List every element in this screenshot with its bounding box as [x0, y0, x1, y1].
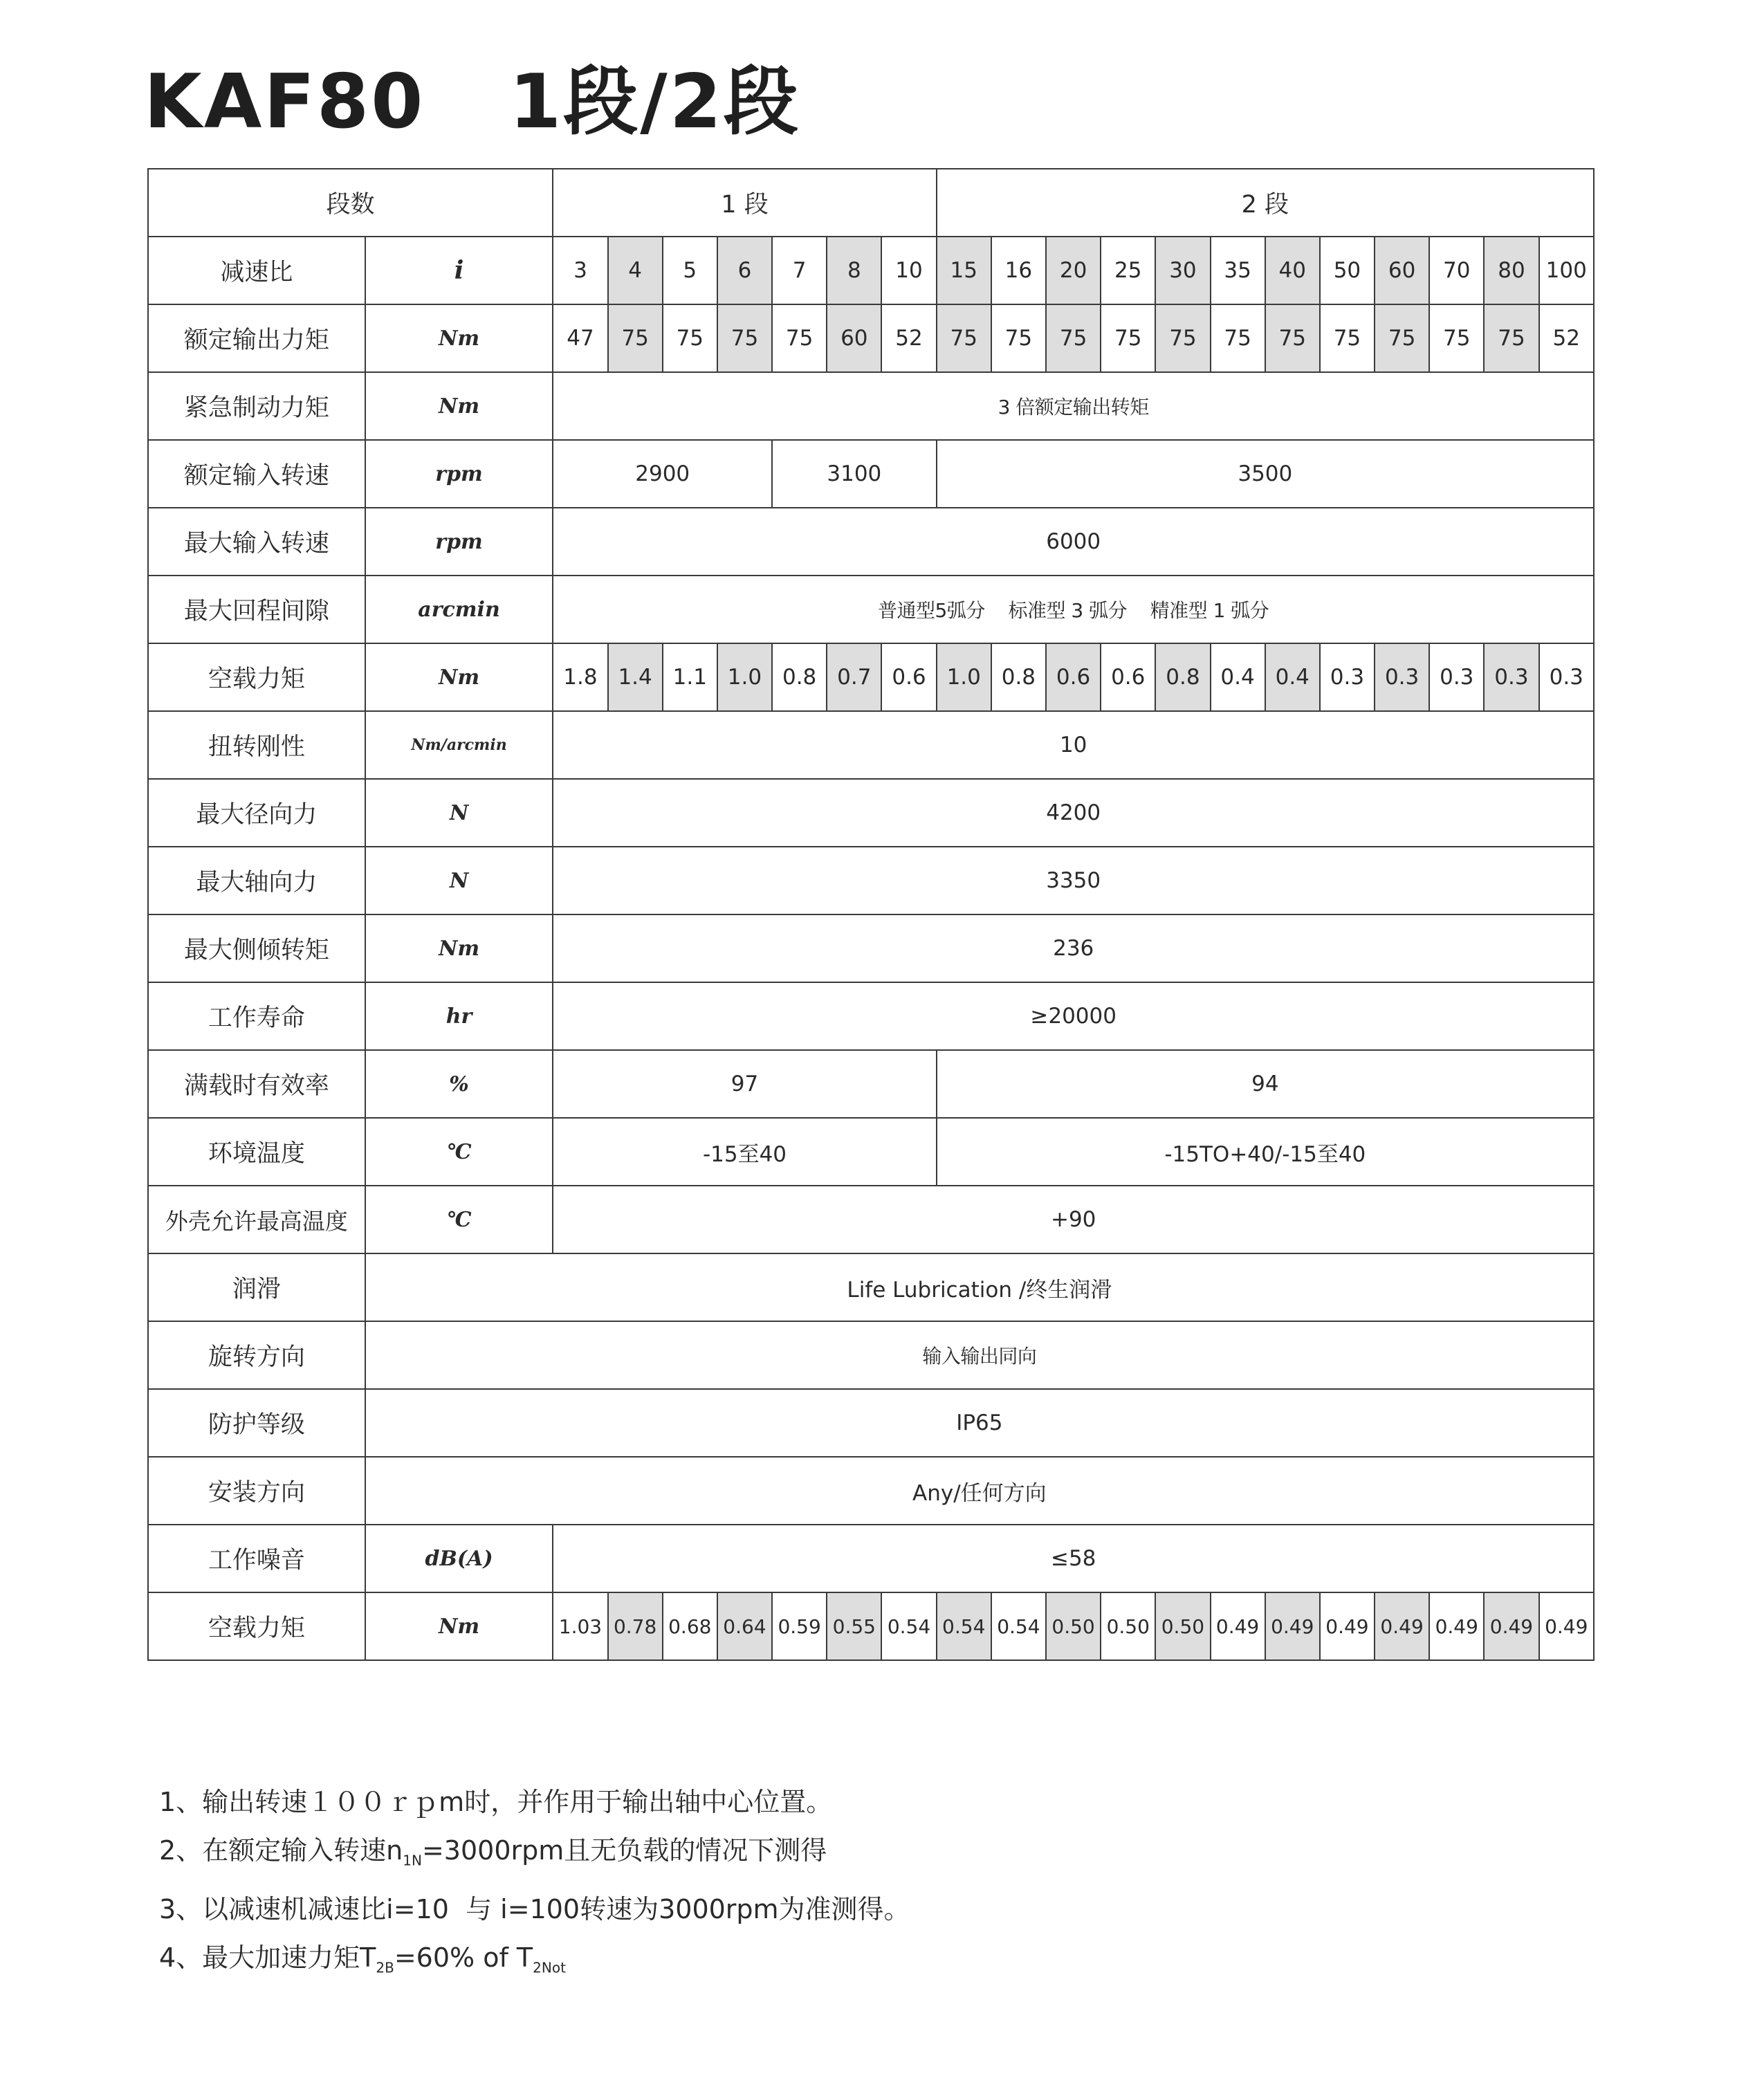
- value-cell: 1.0: [717, 643, 772, 711]
- note-4: [159, 1933, 910, 1992]
- value-cell: 2900: [553, 440, 772, 508]
- row-torsional-rigidity: [148, 711, 1594, 779]
- row-no-load-torque: [148, 643, 1594, 711]
- row-label: 最大侧倾转矩: [148, 914, 365, 982]
- spec-table: [147, 168, 1595, 1661]
- value-cell: +90: [553, 1186, 1594, 1253]
- value-cell: 75: [1375, 304, 1429, 372]
- row-label: 扭转刚性: [148, 711, 365, 779]
- value-cell: 47: [553, 304, 607, 372]
- value-cell: 0.55: [827, 1592, 881, 1660]
- value-cell: 16: [991, 237, 1046, 304]
- row-label: 旋转方向: [148, 1321, 365, 1389]
- value-cell: 0.49: [1320, 1592, 1375, 1660]
- value-cell: 0.3: [1539, 643, 1594, 711]
- value-cell: 0.49: [1429, 1592, 1484, 1660]
- value-cell: 94: [937, 1050, 1594, 1118]
- value-cell: 60: [1375, 237, 1429, 304]
- value-cell: 0.54: [937, 1592, 991, 1660]
- note-4-text-b: =60% of T: [394, 1942, 533, 1973]
- unit-cell: rpm: [365, 508, 553, 576]
- value-cell: 0.3: [1484, 643, 1538, 711]
- value-cell: 0.4: [1265, 643, 1320, 711]
- value-cell: 0.6: [1101, 643, 1155, 711]
- row-noise: [148, 1525, 1594, 1592]
- value-cell: 0.8: [772, 643, 827, 711]
- value-cell: 0.64: [717, 1592, 772, 1660]
- value-cell: 3 倍额定输出转矩: [553, 372, 1594, 440]
- value-cell: 236: [553, 914, 1594, 982]
- row-label: 最大轴向力: [148, 847, 365, 914]
- unit-cell: Nm: [365, 372, 553, 440]
- row-label: 最大径向力: [148, 779, 365, 847]
- value-cell: 0.50: [1155, 1592, 1210, 1660]
- stage1-header: 1 段: [553, 169, 936, 237]
- value-cell: 0.8: [991, 643, 1046, 711]
- unit-cell: rpm: [365, 440, 553, 508]
- value-cell: 30: [1155, 237, 1210, 304]
- value-cell: 3: [553, 237, 607, 304]
- value-cell: Life Lubrication /终生润滑: [365, 1253, 1594, 1321]
- value-cell: 0.49: [1375, 1592, 1429, 1660]
- value-cell: 97: [553, 1050, 936, 1118]
- row-lubrication: [148, 1253, 1594, 1321]
- value-cell: 0.6: [1046, 643, 1101, 711]
- value-cell: 7: [772, 237, 827, 304]
- value-cell: 52: [1539, 304, 1594, 372]
- row-label: 工作噪音: [148, 1525, 365, 1592]
- value-cell: 52: [881, 304, 936, 372]
- row-rotation: [148, 1321, 1594, 1389]
- value-cell: 10: [553, 711, 1594, 779]
- value-cell: 75: [1101, 304, 1155, 372]
- note-4-text: 4、最大加速力矩T: [159, 1942, 376, 1973]
- row-ambient-temp: [148, 1118, 1594, 1186]
- row-max-radial-force: [148, 779, 1594, 847]
- row-no-load-torque-2: [148, 1592, 1594, 1660]
- value-cell: 75: [1155, 304, 1210, 372]
- row-stages: [148, 169, 1594, 237]
- value-cell: 0.54: [881, 1592, 936, 1660]
- value-cell: 40: [1265, 237, 1320, 304]
- value-cell: ≥20000: [553, 982, 1594, 1050]
- row-label: 空载力矩: [148, 643, 365, 711]
- note-1: 1、输出转速１００ｒｐm时，并作用于输出轴中心位置。: [159, 1787, 833, 1817]
- value-cell: 60: [827, 304, 881, 372]
- value-cell: 1.8: [553, 643, 607, 711]
- value-cell: 75: [1484, 304, 1538, 372]
- value-cell: 4200: [553, 779, 1594, 847]
- value-cell: 0.49: [1265, 1592, 1320, 1660]
- row-label: 安装方向: [148, 1457, 365, 1525]
- unit-cell: %: [365, 1050, 553, 1118]
- value-cell: Any/任何方向: [365, 1457, 1594, 1525]
- value-cell: 0.49: [1211, 1592, 1265, 1660]
- unit-cell: Nm: [365, 1592, 553, 1660]
- unit-cell: Nm/arcmin: [365, 711, 553, 779]
- value-cell: 输入输出同向: [365, 1321, 1594, 1389]
- row-max-input-speed: [148, 508, 1594, 576]
- value-cell: 3500: [937, 440, 1594, 508]
- row-mounting: [148, 1457, 1594, 1525]
- value-cell: 10: [881, 237, 936, 304]
- value-cell: 1.03: [553, 1592, 607, 1660]
- unit-cell: i: [365, 237, 553, 304]
- unit-cell: dB(A): [365, 1525, 553, 1592]
- value-cell: 35: [1211, 237, 1265, 304]
- value-cell: 0.6: [881, 643, 936, 711]
- row-label: 最大回程间隙: [148, 576, 365, 643]
- value-cell: 100: [1539, 237, 1594, 304]
- row-max-housing-temp: [148, 1186, 1594, 1253]
- row-rated-torque: [148, 304, 1594, 372]
- note-4-sub: 2B: [376, 1959, 394, 1976]
- value-cell: 8: [827, 237, 881, 304]
- value-cell: 普通型5弧分 标准型 3 弧分 精准型 1 弧分: [553, 576, 1594, 643]
- value-cell: 0.4: [1211, 643, 1265, 711]
- value-cell: 0.3: [1320, 643, 1375, 711]
- unit-cell: N: [365, 779, 553, 847]
- row-label: 润滑: [148, 1253, 365, 1321]
- unit-cell: N: [365, 847, 553, 914]
- row-ratio: [148, 237, 1594, 304]
- row-label: 空载力矩: [148, 1592, 365, 1660]
- value-cell: 0.50: [1046, 1592, 1101, 1660]
- value-cell: ≤58: [553, 1525, 1594, 1592]
- note-2-text: 2、在额定输入转速n: [159, 1835, 403, 1866]
- stage2-header: 2 段: [937, 169, 1594, 237]
- row-rated-input-speed: [148, 440, 1594, 508]
- row-efficiency: [148, 1050, 1594, 1118]
- row-label: 最大输入转速: [148, 508, 365, 576]
- value-cell: 0.78: [608, 1592, 663, 1660]
- value-cell: 20: [1046, 237, 1101, 304]
- value-cell: 0.68: [663, 1592, 717, 1660]
- unit-cell: Nm: [365, 304, 553, 372]
- row-max-backlash: [148, 576, 1594, 643]
- value-cell: 1.0: [937, 643, 991, 711]
- value-cell: 0.7: [827, 643, 881, 711]
- row-label: 外壳允许最高温度: [148, 1186, 365, 1253]
- value-cell: 0.3: [1429, 643, 1484, 711]
- value-cell: 0.50: [1101, 1592, 1155, 1660]
- value-cell: 75: [1265, 304, 1320, 372]
- unit-cell: arcmin: [365, 576, 553, 643]
- stages-label: 段数: [148, 169, 553, 237]
- unit-cell: ℃: [365, 1186, 553, 1253]
- unit-cell: Nm: [365, 914, 553, 982]
- row-label: 满载时有效率: [148, 1050, 365, 1118]
- page-title: KAF80 1段/2段: [144, 59, 800, 145]
- value-cell: -15TO+40/-15至40: [937, 1118, 1594, 1186]
- row-label: 工作寿命: [148, 982, 365, 1050]
- value-cell: 3350: [553, 847, 1594, 914]
- value-cell: 0.54: [991, 1592, 1046, 1660]
- row-max-tilting-torque: [148, 914, 1594, 982]
- value-cell: 3100: [772, 440, 937, 508]
- unit-cell: Nm: [365, 643, 553, 711]
- value-cell: 15: [937, 237, 991, 304]
- value-cell: 1.1: [663, 643, 717, 711]
- value-cell: 4: [608, 237, 663, 304]
- row-protection: [148, 1389, 1594, 1457]
- row-service-life: [148, 982, 1594, 1050]
- row-label: 减速比: [148, 237, 365, 304]
- row-label: 额定输出力矩: [148, 304, 365, 372]
- value-cell: 5: [663, 237, 717, 304]
- value-cell: 80: [1484, 237, 1538, 304]
- value-cell: 75: [1429, 304, 1484, 372]
- notes: [159, 1778, 910, 1992]
- row-max-axial-force: [148, 847, 1594, 914]
- value-cell: 0.49: [1539, 1592, 1594, 1660]
- note-2-sub: 1N: [403, 1852, 422, 1869]
- row-emergency-torque: [148, 372, 1594, 440]
- value-cell: 75: [937, 304, 991, 372]
- value-cell: 75: [1046, 304, 1101, 372]
- value-cell: -15至40: [553, 1118, 936, 1186]
- row-label: 紧急制动力矩: [148, 372, 365, 440]
- note-2: [159, 1826, 910, 1885]
- value-cell: 75: [608, 304, 663, 372]
- value-cell: 1.4: [608, 643, 663, 711]
- note-3: 3、以减速机减速比i=10 与 i=100转速为3000rpm为准测得。: [159, 1893, 910, 1924]
- value-cell: 6: [717, 237, 772, 304]
- value-cell: 75: [1320, 304, 1375, 372]
- value-cell: 75: [1211, 304, 1265, 372]
- value-cell: 0.59: [772, 1592, 827, 1660]
- value-cell: 0.8: [1155, 643, 1210, 711]
- value-cell: 75: [772, 304, 827, 372]
- value-cell: 70: [1429, 237, 1484, 304]
- value-cell: 6000: [553, 508, 1594, 576]
- value-cell: IP65: [365, 1389, 1594, 1457]
- value-cell: 0.49: [1484, 1592, 1538, 1660]
- unit-cell: ℃: [365, 1118, 553, 1186]
- value-cell: 50: [1320, 237, 1375, 304]
- row-label: 额定输入转速: [148, 440, 365, 508]
- value-cell: 75: [991, 304, 1046, 372]
- note-2-text-b: =3000rpm且无负载的情况下测得: [421, 1835, 827, 1866]
- row-label: 环境温度: [148, 1118, 365, 1186]
- note-4-sub-2: 2Not: [533, 1959, 566, 1976]
- row-label: 防护等级: [148, 1389, 365, 1457]
- value-cell: 25: [1101, 237, 1155, 304]
- value-cell: 75: [663, 304, 717, 372]
- value-cell: 0.3: [1375, 643, 1429, 711]
- value-cell: 75: [717, 304, 772, 372]
- unit-cell: hr: [365, 982, 553, 1050]
